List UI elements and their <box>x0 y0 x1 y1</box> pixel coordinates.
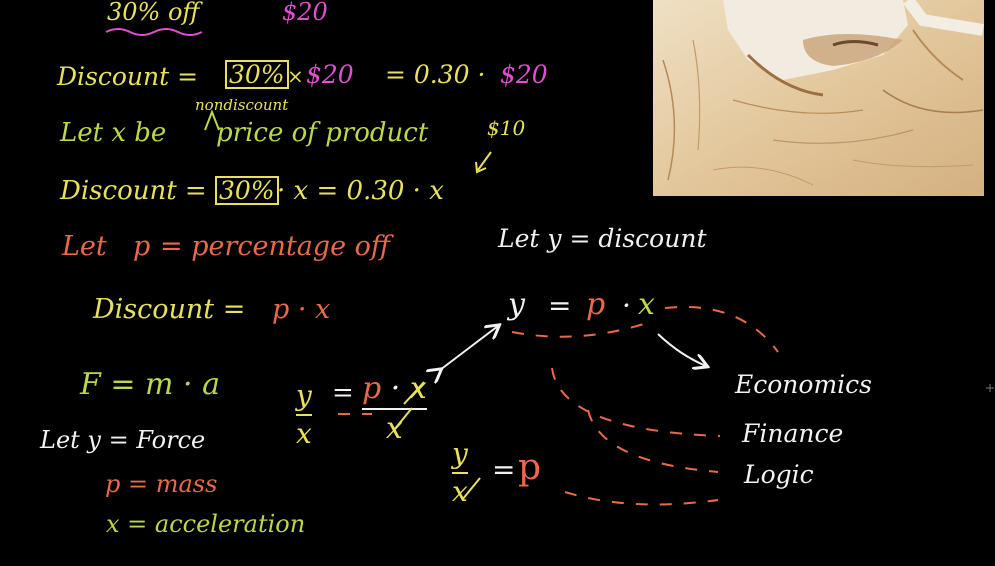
percentage-off: = percentage off <box>160 231 391 262</box>
let-y-force: Let y = Force <box>40 426 206 454</box>
dashed-loop-upper <box>665 307 778 352</box>
cancel-slash-1 <box>394 408 412 430</box>
p-mass: p = mass <box>105 470 218 498</box>
fraction2-numerator: y <box>452 440 468 474</box>
discount-equation-lead: Discount = <box>57 62 199 91</box>
frac-p: p <box>362 371 382 406</box>
price-term-2: $20 <box>500 60 548 89</box>
frac-x-num: x <box>409 371 427 406</box>
insert-caret <box>205 112 219 130</box>
discount-label: 30% off <box>107 0 200 26</box>
cancel-slash-2 <box>404 382 424 404</box>
let-p: Let <box>62 231 107 262</box>
dashed-loop-finance <box>552 368 720 436</box>
percent-box-2: 30% <box>215 176 279 205</box>
fraction2-denominator: x <box>452 475 468 508</box>
fraction-numerator: y <box>296 382 312 416</box>
note-arrow <box>478 152 491 170</box>
percent-box: 30% <box>225 60 289 89</box>
field-economics: Economics <box>735 370 872 399</box>
frac-x-den: x <box>385 411 403 446</box>
dashed-loop-bottom <box>565 492 718 505</box>
discount-equation-lead-3: Discount = <box>93 294 246 325</box>
field-logic: Logic <box>744 460 814 489</box>
squiggle-underline <box>106 29 202 35</box>
p-var-right: p <box>586 287 606 322</box>
cancel-slash-3 <box>462 478 480 500</box>
discount-equation-lead-2: Discount = <box>60 176 207 206</box>
y-var-right: y <box>508 287 525 322</box>
fraction-denominator: x <box>296 417 312 450</box>
x-acceleration: x = acceleration <box>106 510 306 538</box>
price-of-product: price of product <box>216 118 429 148</box>
original-price: $20 <box>282 0 328 26</box>
economics-arrow <box>658 334 706 366</box>
equals-right: = <box>548 289 572 322</box>
discount-general: · x = 0.30 · x <box>277 176 444 206</box>
price-note: $10 <box>487 116 526 140</box>
let-x-be: Let x be <box>60 118 167 148</box>
fraction-equals: = <box>332 378 354 408</box>
price-term: $20 <box>306 60 354 89</box>
times-sign: × <box>287 64 304 88</box>
x-var-right: x <box>638 287 655 322</box>
nondiscount-insert: nondiscount <box>195 96 289 114</box>
dot-right: · <box>622 289 631 322</box>
fraction2-p: p <box>518 447 542 488</box>
frac-dot: · <box>390 371 401 406</box>
dashed-loop-top <box>512 322 650 337</box>
field-finance: Finance <box>742 419 844 448</box>
double-arrow <box>440 326 498 370</box>
decimal-equation: = 0.30 · <box>385 60 486 89</box>
p-times-x: p · x <box>272 294 331 325</box>
p-variable: p <box>133 231 151 262</box>
newton-law: F = m · a <box>80 367 220 402</box>
cursor-icon <box>986 384 994 392</box>
let-y-discount: Let y = discount <box>498 224 707 253</box>
fraction2-equals: = <box>492 453 516 486</box>
